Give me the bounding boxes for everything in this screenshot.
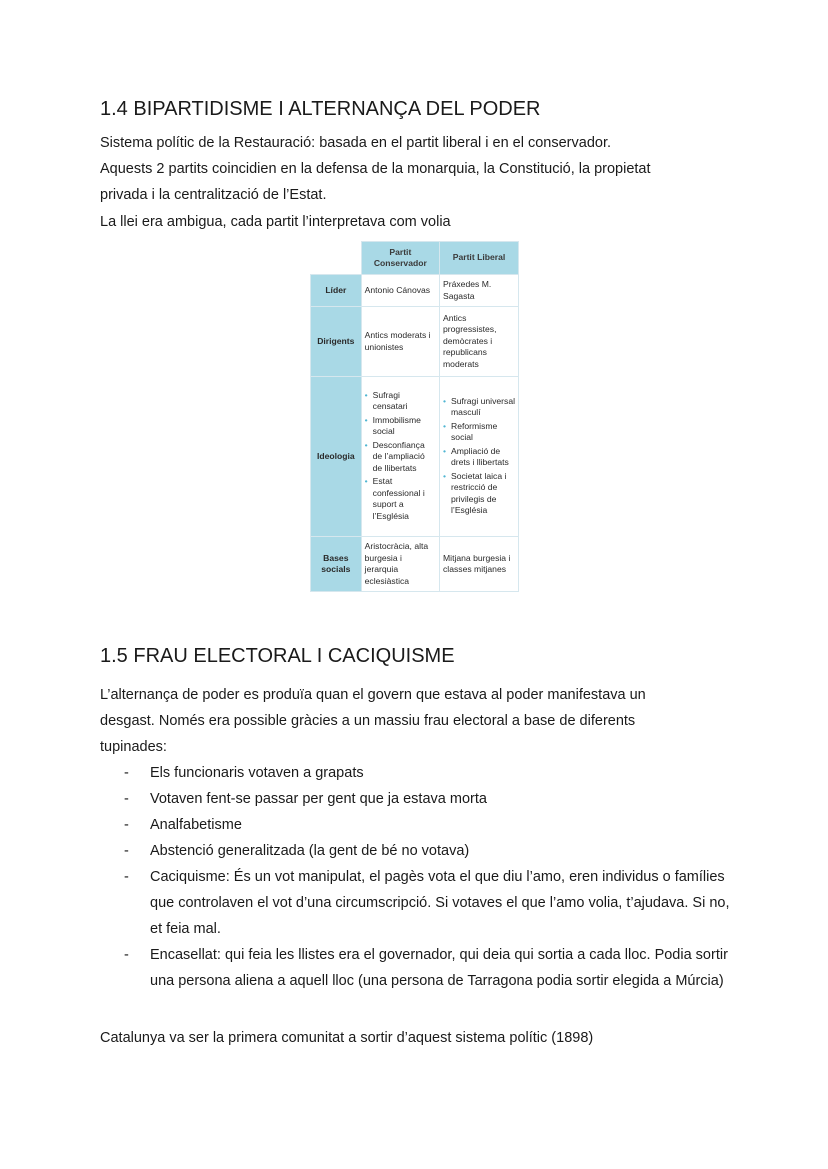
table-row xyxy=(311,275,519,307)
header-liberal: Partit Liberal xyxy=(440,242,519,275)
list-item-text: Encasellat: qui feia les llistes era el governador, qui deia qui sortia a cada lloc. Podia sortir una persona aliena a aquell lloc (una persona de Tarragona podia sortir elegida a Múrcia) xyxy=(150,947,728,989)
cell-conservador: Aristocràcia, alta burgesia i jerarquia eclesiàstica xyxy=(361,537,439,592)
cell-conservador xyxy=(361,377,439,537)
row-label: Líder xyxy=(311,275,362,307)
cell-liberal: Práxedes M. Sagasta xyxy=(440,275,519,307)
dash-bullet: - xyxy=(124,947,129,963)
section-title-bipartidisme: 1.4 BIPARTIDISME I ALTERNANÇA DEL PODER xyxy=(100,98,541,120)
row-label: Ideologia xyxy=(311,377,362,537)
list-item xyxy=(100,760,740,786)
list-item: • Immobilisme social xyxy=(365,415,436,438)
ideology-list-conservador xyxy=(365,390,436,523)
list-item: • Societat laica i restricció de privilegis de l’Església xyxy=(443,471,515,517)
list-item xyxy=(100,942,740,994)
parties-comparison-table xyxy=(310,241,519,592)
cell-liberal: Mitjana burgesia i classes mitjanes xyxy=(440,537,519,592)
row-label: Bases socials xyxy=(311,537,362,592)
cell-liberal xyxy=(440,377,519,537)
list-item: • Ampliació de drets i llibertats xyxy=(443,446,515,469)
table-row xyxy=(311,377,519,537)
paragraph: Sistema polític de la Restauració: basada en el partit liberal i en el conservador. xyxy=(100,135,612,151)
dash-bullet: - xyxy=(124,765,129,781)
section2-intro xyxy=(100,682,740,760)
cell-conservador: Antics moderats i unionistes xyxy=(361,307,439,377)
dash-bullet: - xyxy=(124,791,129,807)
table-row xyxy=(311,307,519,377)
table-corner xyxy=(311,242,362,275)
closing-sentence: Catalunya va ser la primera comunitat a sortir d’aquest sistema polític (1898) xyxy=(100,1030,594,1046)
table-row xyxy=(311,537,519,592)
list-item-text: Votaven fent-se passar per gent que ja estava morta xyxy=(150,791,487,807)
header-conservador: Partit Conservador xyxy=(361,242,439,275)
paragraph: La llei era ambigua, cada partit l’interpretava com volia xyxy=(100,214,451,230)
dash-bullet: - xyxy=(124,817,129,833)
cell-liberal: Antics progressistes, demòcrates i republicans moderats xyxy=(440,307,519,377)
tupinades-list xyxy=(100,760,740,994)
list-item-text: Analfabetisme xyxy=(150,817,242,833)
list-item-text: Caciquisme: És un vot manipulat, el pagès vota el que diu l’amo, eren individus o famílies que controlaven el vot d’una circumscripció. Si votaves el que l’amo volia, t’ajudava. Si no, et feia mal. xyxy=(150,869,730,937)
list-item: • Reformisme social xyxy=(443,421,515,444)
list-item-text: Abstenció generalitzada (la gent de bé no votava) xyxy=(150,843,470,859)
row-label: Dirigents xyxy=(311,307,362,377)
paragraph: L’alternança de poder es produïa quan el govern que estava al poder manifestava un desgast. Només era possible gràcies a un massiu frau electoral a base de diferents tupinades: xyxy=(100,687,646,755)
ideology-list-liberal xyxy=(443,396,515,517)
list-item xyxy=(100,812,740,838)
cell-conservador: Antonio Cánovas xyxy=(361,275,439,307)
list-item xyxy=(100,838,740,864)
list-item xyxy=(100,786,740,812)
section1-note xyxy=(100,209,740,235)
list-item: • Sufragi universal masculí xyxy=(443,396,515,419)
dash-bullet: - xyxy=(124,869,129,885)
list-item: • Sufragi censatari xyxy=(365,390,436,413)
paragraph: Aquests 2 partits coincidien en la defensa de la monarquia, la Constitució, la propietat privada i la centralització de l’Estat. xyxy=(100,161,651,203)
section-title-frau-electoral: 1.5 FRAU ELECTORAL I CACIQUISME xyxy=(100,645,455,667)
list-item-text: Els funcionaris votaven a grapats xyxy=(150,765,364,781)
list-item: • Estat confessional i suport a l’Església xyxy=(365,476,436,522)
list-item xyxy=(100,864,740,942)
list-item: • Desconfiança de l’ampliació de llibertats xyxy=(365,440,436,475)
dash-bullet: - xyxy=(124,843,129,859)
section1-intro xyxy=(100,130,740,208)
